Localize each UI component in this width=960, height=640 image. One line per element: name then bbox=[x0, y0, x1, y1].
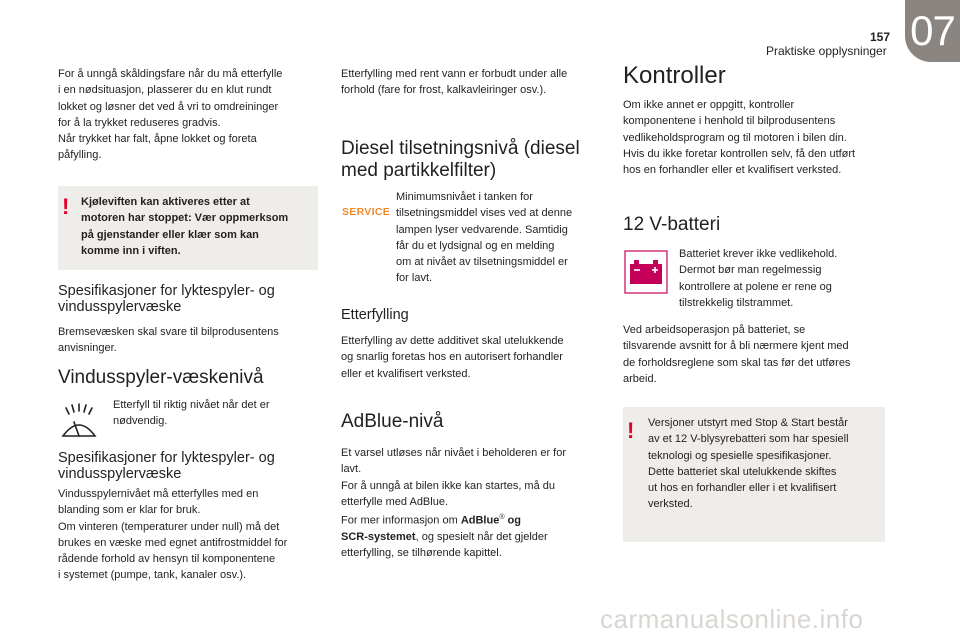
windscreen-washer-icon bbox=[60, 400, 98, 440]
refill-text: Etterfylling av dette additivet skal utelukkende og snarlig foretas hos en autorisert forhandler eller et kvalifisert verksted. bbox=[341, 335, 564, 380]
page-number: 157 bbox=[870, 30, 891, 44]
spec1-text: Bremsevæsken skal svare til bilprodusentens anvisninger. bbox=[58, 326, 279, 355]
diesel-text: Minimumsnivået i tanken for tilsetningsmiddel vises ved at denne lampen lyser vedvarende. Samtidig får du et lydsignal og en melding om at nivået av tilsetningsmiddel er for lavt. bbox=[396, 191, 573, 285]
spec1-heading: Spesifikasjoner for lyktespyler- og vindusspylervæske bbox=[58, 283, 275, 315]
col1-intro bbox=[58, 66, 323, 164]
refill-heading: Etterfylling bbox=[341, 307, 409, 323]
battery-work-text: Ved arbeidsoperasjon på batteriet, se tilsvarende avsnitt for å bli nærmere kjent med de forholdsreglene som skal tas før det utføres arbeid. bbox=[623, 324, 851, 385]
kontroller-text: Om ikke annet er oppgitt, kontroller komponentene i henhold til bilprodusentens vedlikeholdsprogram og til motoren i bilen din. Hvis du ikke foretar kontrollen selv, få den utført hos en forhandler eller et kvalifisert verksted. bbox=[623, 99, 856, 177]
service-warning-icon: SERVICE bbox=[342, 206, 391, 218]
warning-exclamation-icon: ! bbox=[627, 418, 635, 443]
kontroller-heading: Kontroller bbox=[623, 62, 726, 89]
adblue-text: Et varsel utløses når nivået i beholderen er for lavt. For å unngå at bilen ikke kan startes, må du etterfylle med AdBlue. For mer informasjon om AdBlue® og SCR-systemet, og spesielt når det gjelder etterfylling, se tilhørende kapittel. bbox=[341, 447, 567, 560]
adblue-heading: AdBlue-nivå bbox=[341, 411, 444, 432]
warning-text: Kjøleviften kan aktiveres etter at motoren har stoppet: Vær oppmerksom på gjenstander eller klær som kan komme inn i viften. bbox=[81, 196, 289, 257]
battery-text: Batteriet krever ikke vedlikehold. Dermot bør man regelmessig kontrollere at polene er rene og tilstrekkelig tilstrammet. bbox=[679, 248, 838, 309]
chapter-tab: 07 bbox=[905, 0, 960, 62]
col2-intro: Etterfylling med rent vann er forbudt under alle forhold (fare for frost, kalkavleiringer osv.). bbox=[341, 68, 568, 97]
text-line: For å unngå skåldingsfare når du må etterfylle i en nødsituasjon, plasserer du en klut rundt lokket og løsner det ved å vri to omdreininger for å la trykket reduseres gradvis. Når trykket har falt, åpne lokket og foreta påfylling. bbox=[58, 68, 283, 162]
warning-box-fan bbox=[58, 186, 318, 270]
washer-text: Etterfyll til riktig nivået når det er nødvendig. bbox=[113, 399, 270, 428]
spec2-text: Vindusspylernivået må etterfylles med en blanding som er klar for bruk. Om vinteren (temperaturer under null) må det brukes en væske med egnet antifrostmiddel for rådende forhold av hensyn til komponentene i systemet (pumpe, tank, kanaler osv.). bbox=[58, 488, 288, 582]
warning-box-stopstart bbox=[623, 407, 885, 542]
diesel-heading: Diesel tilsetningsnivå (diesel med partikkelfilter) bbox=[341, 138, 580, 181]
spec2-heading: Spesifikasjoner for lyktespyler- og vindusspylervæske bbox=[58, 450, 275, 482]
warning-text: Versjoner utstyrt med Stop & Start består av et 12 V-blysyrebatteri som har spesiell teknologi og spesielle spesifikasjoner. Dette batteriet skal utelukkende skiftes ut hos en forhandler eller i et kvalifisert verksted. bbox=[648, 417, 849, 511]
warning-exclamation-icon: ! bbox=[62, 194, 70, 219]
battery-icon bbox=[624, 250, 668, 294]
section-title: Praktiske opplysninger bbox=[766, 44, 887, 58]
watermark: carmanualsonline.info bbox=[600, 604, 864, 634]
washer-heading: Vindusspyler-væskenivå bbox=[58, 367, 264, 388]
battery-heading: 12 V-batteri bbox=[623, 214, 721, 235]
